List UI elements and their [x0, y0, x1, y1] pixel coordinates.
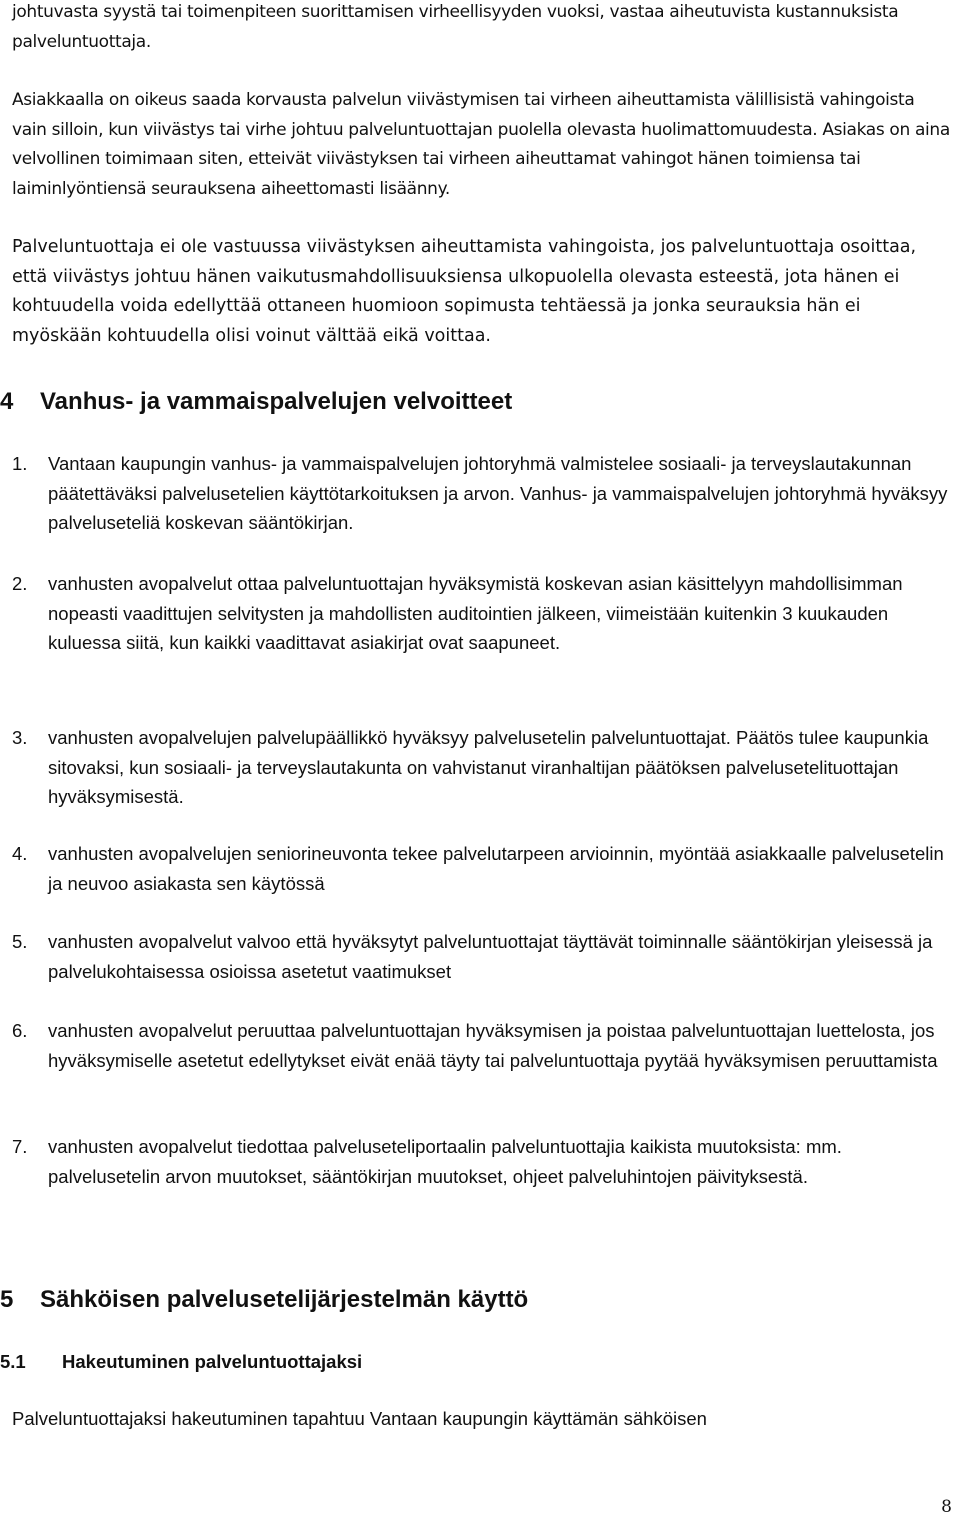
page-number: 8	[941, 1497, 952, 1517]
section-4-heading	[0, 388, 512, 416]
item-text: Vantaan kaupungin vanhus- ja vammaispalvelujen johtoryhmä valmistelee sosiaali- ja terveyslautakunnan päätettäväksi palvelusetelien käyttötarkoituksen ja arvon. Vanhus- ja vammaispalvelujen johtoryhmä hyväksyy palveluseteliä koskevan sääntökirjan.	[48, 453, 948, 534]
body-text: Palveluntuottajaksi hakeutuminen tapahtuu Vantaan kaupungin käyttämän sähköisen	[12, 1408, 707, 1429]
item-number: 4.	[12, 843, 28, 864]
list-item	[12, 569, 960, 658]
item-number: 2.	[12, 573, 28, 594]
item-number: 7.	[12, 1136, 28, 1157]
section-number: 5	[0, 1286, 14, 1313]
subsection-title: Hakeutuminen palveluntuottajaksi	[62, 1351, 363, 1372]
list-item	[12, 723, 960, 812]
paragraph-compensation: Asiakkaalla on oikeus saada korvausta palvelun viivästymisen tai virheen aiheuttamista välillisistä vahingoista vain silloin, kun viivästys tai virhe johtuu palveluntuottajan puolella olevasta huolimattomuudesta. Asiakas on aina velvollinen toimimaan siten, etteivät viivästyksen tai virheen aiheuttamat vahingot hänen toimiensa tai laiminlyöntiensä seurauksena aiheettomasti lisäänny.	[12, 90, 950, 199]
item-text: vanhusten avopalvelujen palvelupäällikkö hyväksyy palvelusetelin palveluntuottajat. Päätös tulee kaupunkia sitovaksi, kun sosiaali- ja terveyslautakunta on vahvistanut viranhaltijan päätöksen palvelusetelituottajan hyväksymisestä.	[48, 727, 929, 808]
list-item	[12, 1132, 960, 1191]
section-title: Sähköisen palvelusetelijärjestelmän käyttö	[40, 1286, 529, 1313]
section-5-body	[12, 1404, 960, 1434]
item-text: vanhusten avopalvelut ottaa palveluntuottajan hyväksymistä koskevan asian käsittelyyn mahdollisimman nopeasti vaadittujen selvitysten ja mahdollisten auditointien jälkeen, viimeistään kuitenkin 3 kuukauden kuluessa siitä, kun kaikki vaadittavat asiakirjat ovat saapuneet.	[48, 573, 903, 654]
list-item	[12, 449, 960, 538]
item-text: vanhusten avopalvelut peruuttaa palveluntuottajan hyväksymisen ja poistaa palveluntuottajan luettelosta, jos hyväksymiselle asetetut edellytykset eivät enää täyty tai palveluntuottaja pyytää hyväksymisen peruuttamista	[48, 1020, 938, 1071]
item-number: 5.	[12, 931, 28, 952]
list-item	[12, 1016, 960, 1075]
item-text: vanhusten avopalvelut tiedottaa palveluseteliportaalin palveluntuottajia kaikista muutoksista: mm. palvelusetelin arvon muutokset, sääntökirjan muutokset, ohjeet palveluhintojen päivityksestä.	[48, 1136, 842, 1187]
subsection-number: 5.1	[0, 1351, 26, 1372]
subsection-5-1-heading	[0, 1351, 362, 1373]
list-item	[12, 927, 960, 986]
paragraph-liability: Palveluntuottaja ei ole vastuussa viivästyksen aiheuttamista vahingoista, jos palveluntuottaja osoittaa, että viivästys johtuu hänen vaikutusmahdollisuuksiensa ulkopuolella olevasta esteestä, jota hänen ei kohtuudella voida edellyttää ottaneen huomioon sopimusta tehtäessä ja jonka seurauksia hän ei myöskään kohtuudella olisi voinut välttää eikä voittaa.	[12, 237, 917, 346]
item-text: vanhusten avopalvelut valvoo että hyväksytyt palveluntuottajat täyttävät toiminnalle sääntökirjan yleisessä ja palvelukohtaisessa osioissa asetetut vaatimukset	[48, 931, 933, 982]
item-number: 3.	[12, 727, 28, 748]
item-number: 1.	[12, 453, 28, 474]
list-item	[12, 839, 960, 898]
top-paragraph: johtuvasta syystä tai toimenpiteen suorittamisen virheellisyyden vuoksi, vastaa aiheutuvista kustannuksista palveluntuottaja.	[12, 2, 899, 52]
item-number: 6.	[12, 1020, 28, 1041]
section-5-heading	[0, 1286, 528, 1314]
item-text: vanhusten avopalvelujen seniorineuvonta tekee palvelutarpeen arvioinnin, myöntää asiakkaalle palvelusetelin ja neuvoo asiakasta sen käytössä	[48, 843, 944, 894]
section-title: Vanhus- ja vammaispalvelujen velvoitteet	[40, 388, 513, 415]
section-number: 4	[0, 388, 14, 415]
